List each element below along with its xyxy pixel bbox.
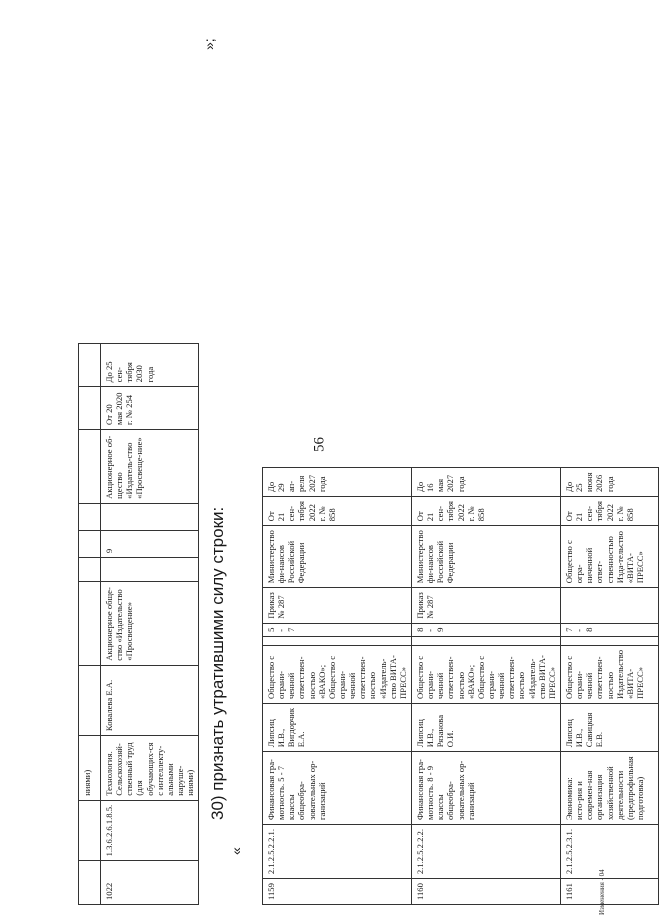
row-doc: Приказ № 287 bbox=[263, 588, 412, 623]
row-grade: 7 - 8 bbox=[560, 623, 658, 636]
row-publisher: Общество с ограни-ченной ответствен-ностью Издательство «ВИТА-ПРЕСС» bbox=[560, 645, 658, 703]
table-row bbox=[411, 468, 560, 905]
row-id: 1159 bbox=[263, 879, 412, 905]
header-cont-cell: ниями) bbox=[79, 736, 101, 801]
row-code: 1.3.6.2.6.1.8.5. bbox=[101, 800, 199, 861]
row-order: От 20 мая 2020 г. № 254 bbox=[101, 387, 199, 430]
row-code: 2.1.2.5.2.3.1. bbox=[560, 825, 658, 879]
footer-note: Изменения - 04 bbox=[598, 869, 606, 915]
row-doc bbox=[560, 588, 658, 623]
row-title: Технология. Сельскохозяй-ственный труд (для обучающих-ся с интеллекту-альными наруше-ниями) bbox=[101, 736, 199, 801]
closing-quote: »; bbox=[201, 38, 217, 50]
row-code: 2.1.2.5.2.2.1. bbox=[263, 825, 412, 879]
row-code: 2.1.2.5.2.2.2. bbox=[411, 825, 560, 879]
row-order: От 21 сен-тября 2022 г. № 858 bbox=[411, 497, 560, 526]
row-owner: Акционерное об-щество «Издатель-ство «Просвеще-ние» bbox=[101, 430, 199, 504]
row-deadline: До 29 ап-реля 2027 года bbox=[263, 468, 412, 497]
row-author: Ковалева Е.А. bbox=[101, 665, 199, 735]
row-deadline: До 16 мая 2027 года bbox=[411, 468, 560, 497]
row-author: Липсиц И.В., Савицкая Е.В. bbox=[560, 703, 658, 751]
page-number: 56 bbox=[311, 437, 328, 452]
row-doc: Приказ № 287 bbox=[411, 588, 560, 623]
row-deadline: До 25 июня 2026 года bbox=[560, 468, 658, 497]
row-col6 bbox=[263, 636, 412, 645]
row-owner: Министерство фи-нансов Российской Федерации bbox=[411, 526, 560, 588]
row-author: Липсиц И.В., Вигдорчик Е.А. bbox=[263, 703, 412, 751]
row-author: Липсиц И.В., Рязанова О.И. bbox=[411, 703, 560, 751]
section-heading: 30) признать утратившими силу строки: bbox=[208, 506, 227, 820]
row-order: От 21 сен-тября 2022 г. № 858 bbox=[560, 497, 658, 526]
row-id: 1160 bbox=[411, 879, 560, 905]
row-title: Экономика: исто-рия и современ-ная организация хозяйственной деятельности (предпрофильная подготовка) bbox=[560, 752, 658, 825]
row-col6 bbox=[101, 558, 199, 582]
row-id: 1161 bbox=[560, 879, 658, 905]
row-order: От 21 сен-тября 2022 г. № 858 bbox=[263, 497, 412, 526]
row-col8 bbox=[101, 503, 199, 530]
row-grade: 5 - 7 bbox=[263, 623, 412, 636]
opening-quote: « bbox=[228, 847, 244, 855]
table-row bbox=[101, 344, 199, 905]
row-col6 bbox=[411, 636, 560, 645]
row-owner: Общество с огра-ниченной ответ-ственностью Изда-тельство «ВИТА-ПРЕСС» bbox=[560, 526, 658, 588]
row-col6 bbox=[560, 636, 658, 645]
row-id: 1022 bbox=[101, 861, 199, 905]
table-row bbox=[263, 468, 412, 905]
row-owner: Министерство фи-нансов Российской Федерации bbox=[263, 526, 412, 588]
row-publisher: Общество с ограни-ченной ответствен-ностью «ВАКО»; Общество с ограни-ченной ответствен-ностью «Издатель-ство ВИТА-ПРЕСС» bbox=[263, 645, 412, 703]
row-deadline: До 25 сен-тября 2030 года bbox=[101, 344, 199, 387]
row-publisher: Акционерное обще-ство «Издательство «Просвещение» bbox=[101, 582, 199, 665]
replaced-rows-table bbox=[78, 343, 199, 905]
table-header-continuation bbox=[79, 344, 101, 905]
row-grade: 8 - 9 bbox=[411, 623, 560, 636]
row-title: Финансовая гра-мотность. 5 - 7 классы общеобра-зовательных ор-ганизаций bbox=[263, 752, 412, 825]
row-publisher: Общество с ограни-ченной ответствен-ностью «ВАКО»; Общество с ограни-ченной ответствен-ностью «Издатель-ство ВИТА-ПРЕСС» bbox=[411, 645, 560, 703]
row-grade: 9 bbox=[101, 530, 199, 557]
row-title: Финансовая гра-мотность. 8 - 9 классы общеобра-зовательных ор-ганизаций bbox=[411, 752, 560, 825]
